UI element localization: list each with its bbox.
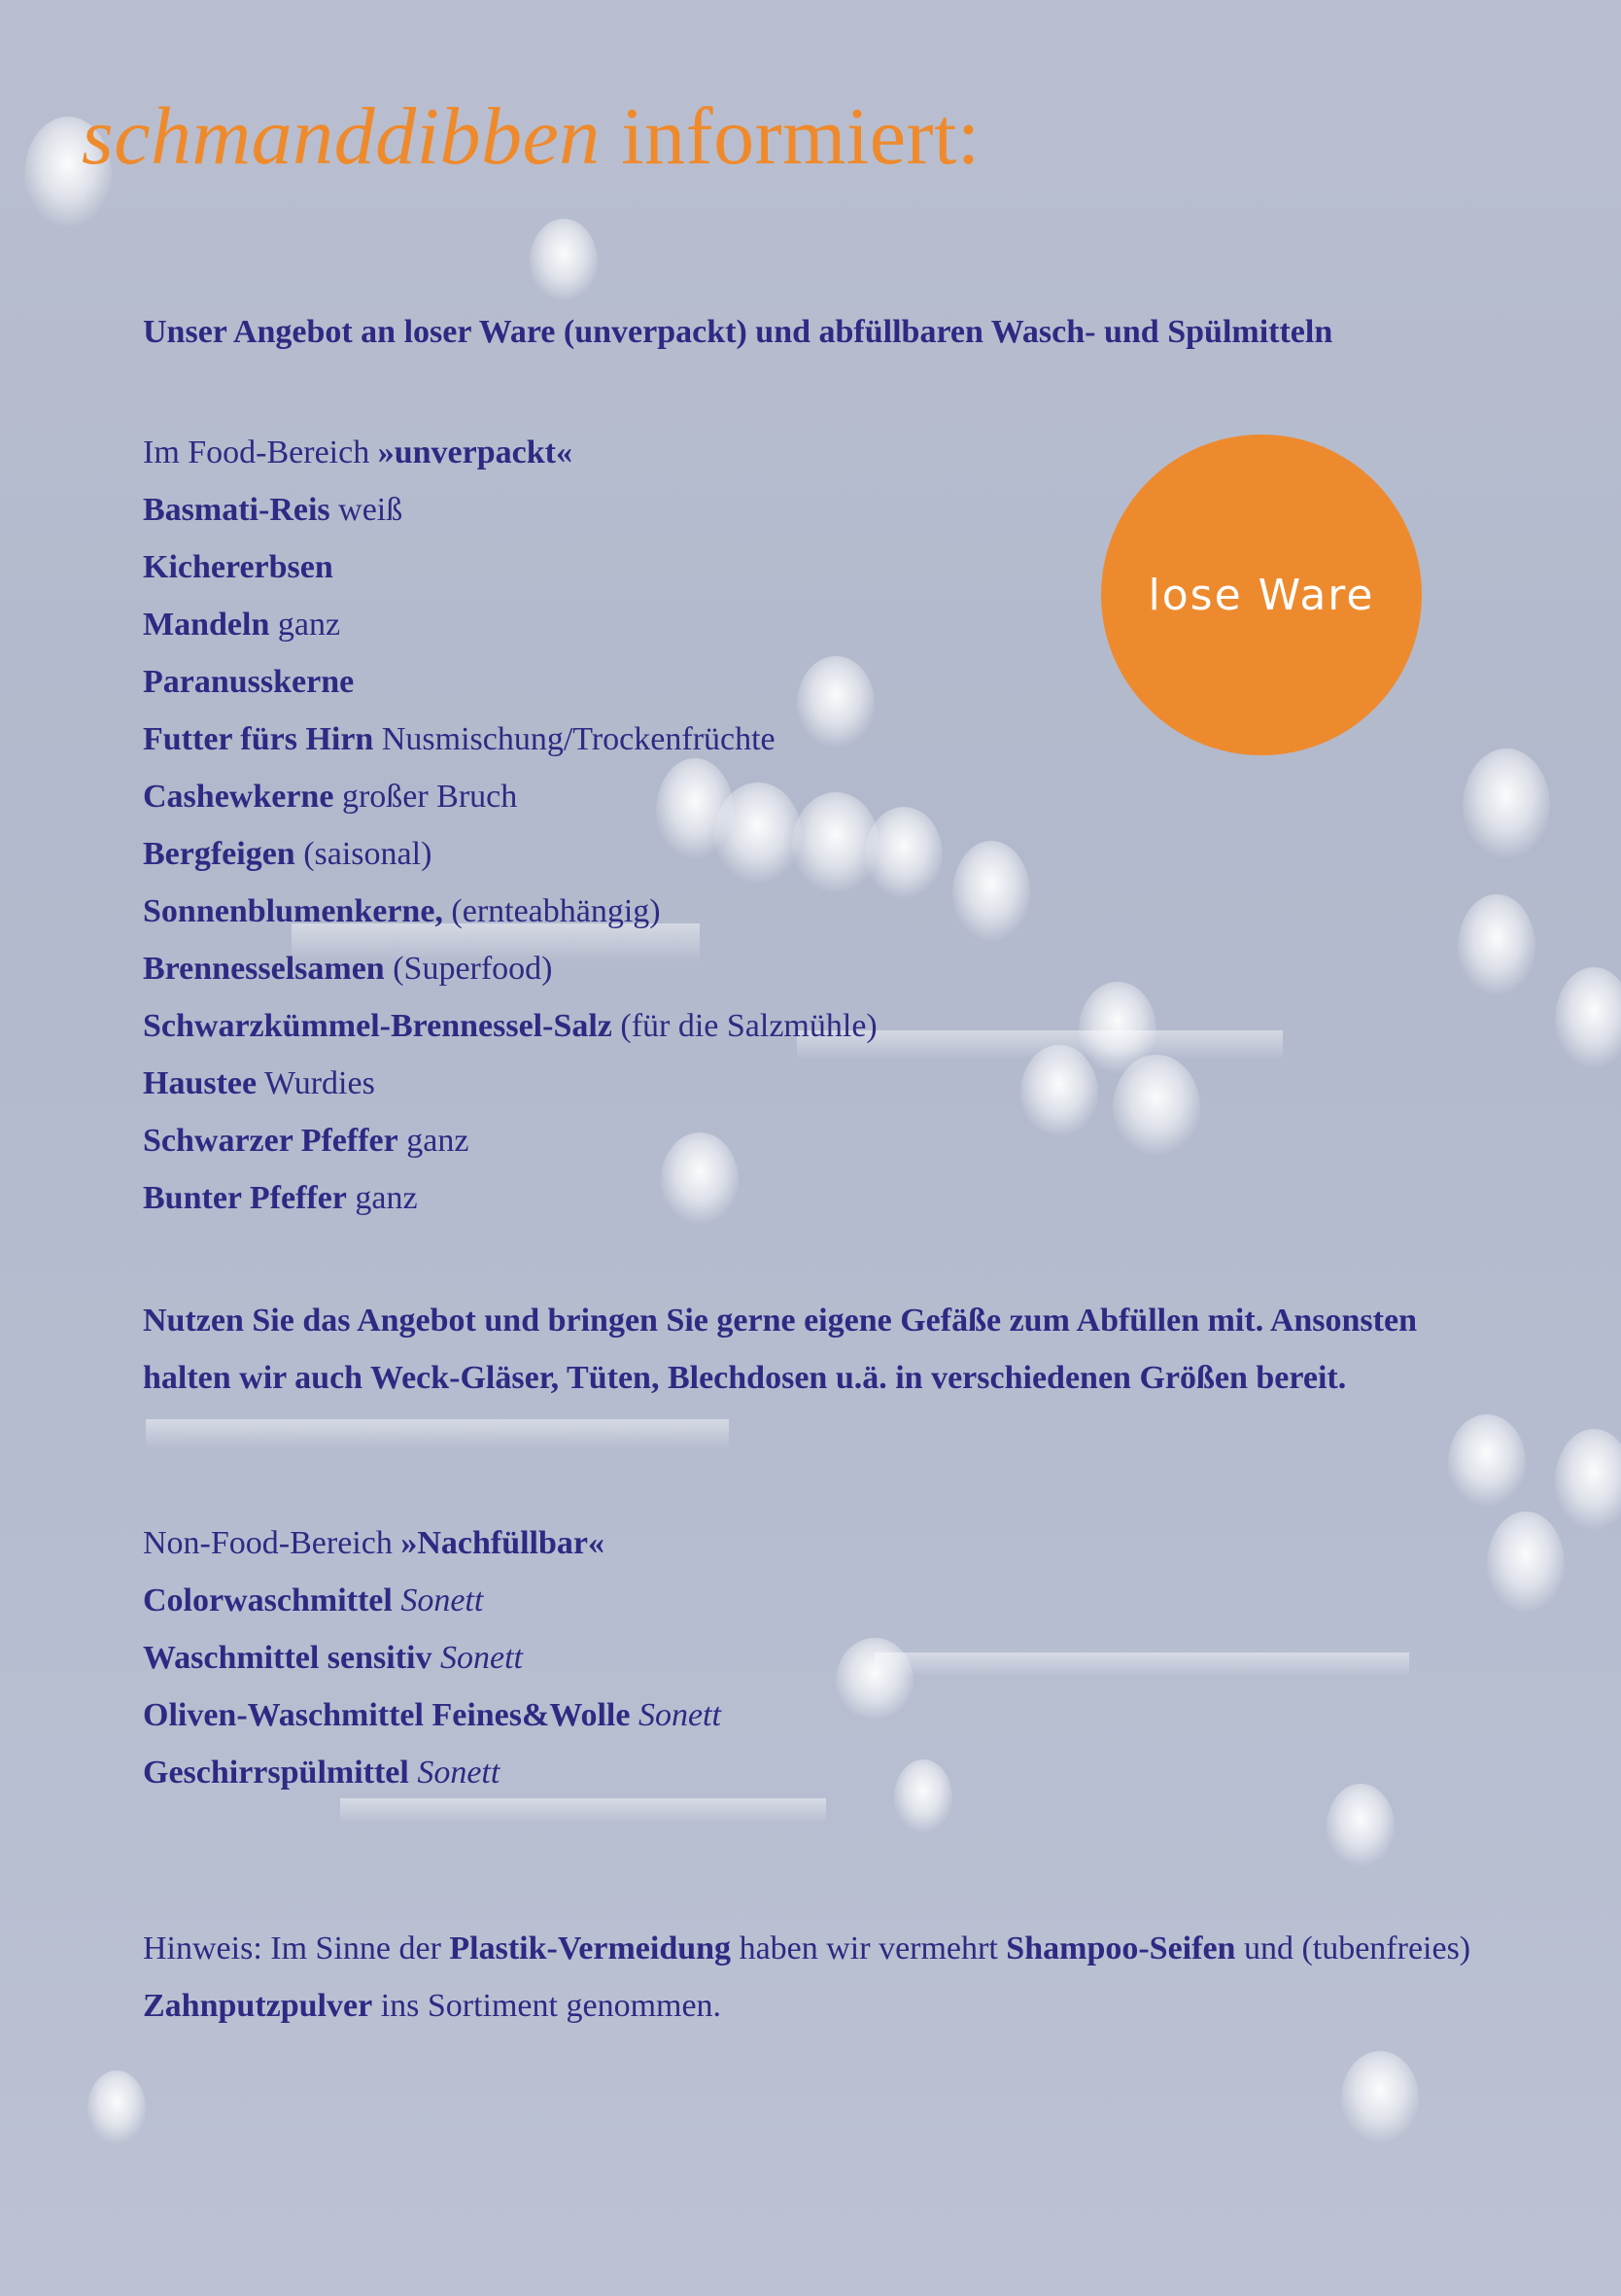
item-desc: (für die Salzmühle)	[611, 1008, 878, 1044]
item-name: Kichererbsen	[143, 549, 333, 585]
list-item	[143, 1629, 721, 1687]
item-desc: ganz	[269, 607, 341, 643]
item-brand: Sonett	[439, 1640, 523, 1676]
hint-part-1: Hinweis: Im Sinne der	[143, 1931, 450, 1966]
item-name: Colorwaschmittel	[143, 1583, 393, 1618]
food-list	[143, 424, 878, 1227]
list-item	[143, 711, 878, 768]
intro-text: Unser Angebot an loser Ware (unverpackt) und abfüllbaren Wasch- und Spülmitteln	[143, 314, 1333, 350]
list-item	[143, 768, 878, 825]
food-heading-prefix: Im Food-Bereich	[143, 435, 378, 470]
hint-part-2: haben wir vermehrt	[731, 1931, 1007, 1966]
list-item	[143, 1112, 878, 1169]
title-suffix: informiert:	[621, 91, 981, 182]
list-item	[143, 1169, 878, 1227]
item-brand: Sonett	[400, 1583, 484, 1618]
item-name: Bergfeigen	[143, 836, 295, 872]
hint-text	[143, 1920, 1523, 2035]
list-item	[143, 1055, 878, 1112]
list-item	[143, 940, 878, 997]
brand-name: schmanddibben	[82, 91, 601, 182]
notice-text: Nutzen Sie das Angebot und bringen Sie gerne eigene Gefäße zum Abfüllen mit. Ansonsten halten wir auch Weck-Gläser, Tüten, Blechdosen u.ä. in verschiedenen Größen bereit.	[143, 1303, 1417, 1396]
list-item	[143, 1687, 721, 1744]
nonfood-list	[143, 1514, 721, 1801]
food-heading-emphasis: »unverpackt«	[377, 435, 572, 470]
item-name: Paranusskerne	[143, 664, 355, 700]
list-item	[143, 825, 878, 883]
item-brand: Sonett	[638, 1697, 721, 1733]
list-item	[143, 539, 878, 596]
list-item	[143, 653, 878, 711]
item-name: Haustee	[143, 1065, 258, 1101]
hint-bold-2: Shampoo-Seifen	[1006, 1931, 1236, 1966]
item-desc: ganz	[346, 1180, 418, 1216]
list-item	[143, 1572, 721, 1629]
item-name: Waschmittel sensitiv	[143, 1640, 432, 1676]
item-desc: weiß	[329, 492, 403, 528]
hint-part-4: ins Sortiment genommen.	[372, 1988, 722, 2024]
badge-logo-text: lose Ware	[1148, 570, 1375, 620]
hint-part-3: und (tubenfreies)	[1235, 1931, 1471, 1966]
item-name: Mandeln	[143, 607, 270, 643]
list-item	[143, 1744, 721, 1801]
item-name: Cashewkerne	[143, 779, 334, 815]
nonfood-heading-emphasis: »Nachfüllbar«	[400, 1525, 605, 1561]
list-item	[143, 997, 878, 1055]
list-item	[143, 596, 878, 653]
item-desc: (Superfood)	[384, 951, 553, 987]
item-name: Geschirrspülmittel	[143, 1755, 409, 1791]
item-name: Brennesselsamen	[143, 951, 385, 987]
lose-ware-badge	[1101, 435, 1422, 755]
item-name: Oliven-Waschmittel Feines&Wolle	[143, 1697, 631, 1733]
item-desc: ganz	[397, 1123, 469, 1159]
item-name: Futter fürs Hirn	[143, 721, 374, 757]
item-desc: (ernteabhängig)	[442, 893, 661, 929]
item-desc: großer Bruch	[333, 779, 518, 815]
item-name: Schwarzkümmel-Brennessel-Salz	[143, 1008, 612, 1044]
list-item	[143, 481, 878, 539]
item-name: Basmati-Reis	[143, 492, 330, 528]
list-item	[143, 883, 878, 940]
hint-bold-1: Plastik-Vermeidung	[449, 1931, 732, 1966]
nonfood-heading	[143, 1514, 721, 1572]
item-name: Schwarzer Pfeffer	[143, 1123, 398, 1159]
item-desc: (saisonal)	[294, 836, 432, 872]
item-name: Sonnenblumenkerne,	[143, 893, 443, 929]
nonfood-heading-prefix: Non-Food-Bereich	[143, 1525, 401, 1561]
item-desc: Nusmischung/Trockenfrüchte	[373, 721, 776, 757]
item-desc: Wurdies	[257, 1065, 375, 1101]
food-heading	[143, 424, 878, 481]
hint-bold-3: Zahnputzpulver	[143, 1988, 373, 2024]
item-brand: Sonett	[417, 1755, 500, 1791]
page-title	[82, 89, 981, 184]
item-name: Bunter Pfeffer	[143, 1180, 347, 1216]
